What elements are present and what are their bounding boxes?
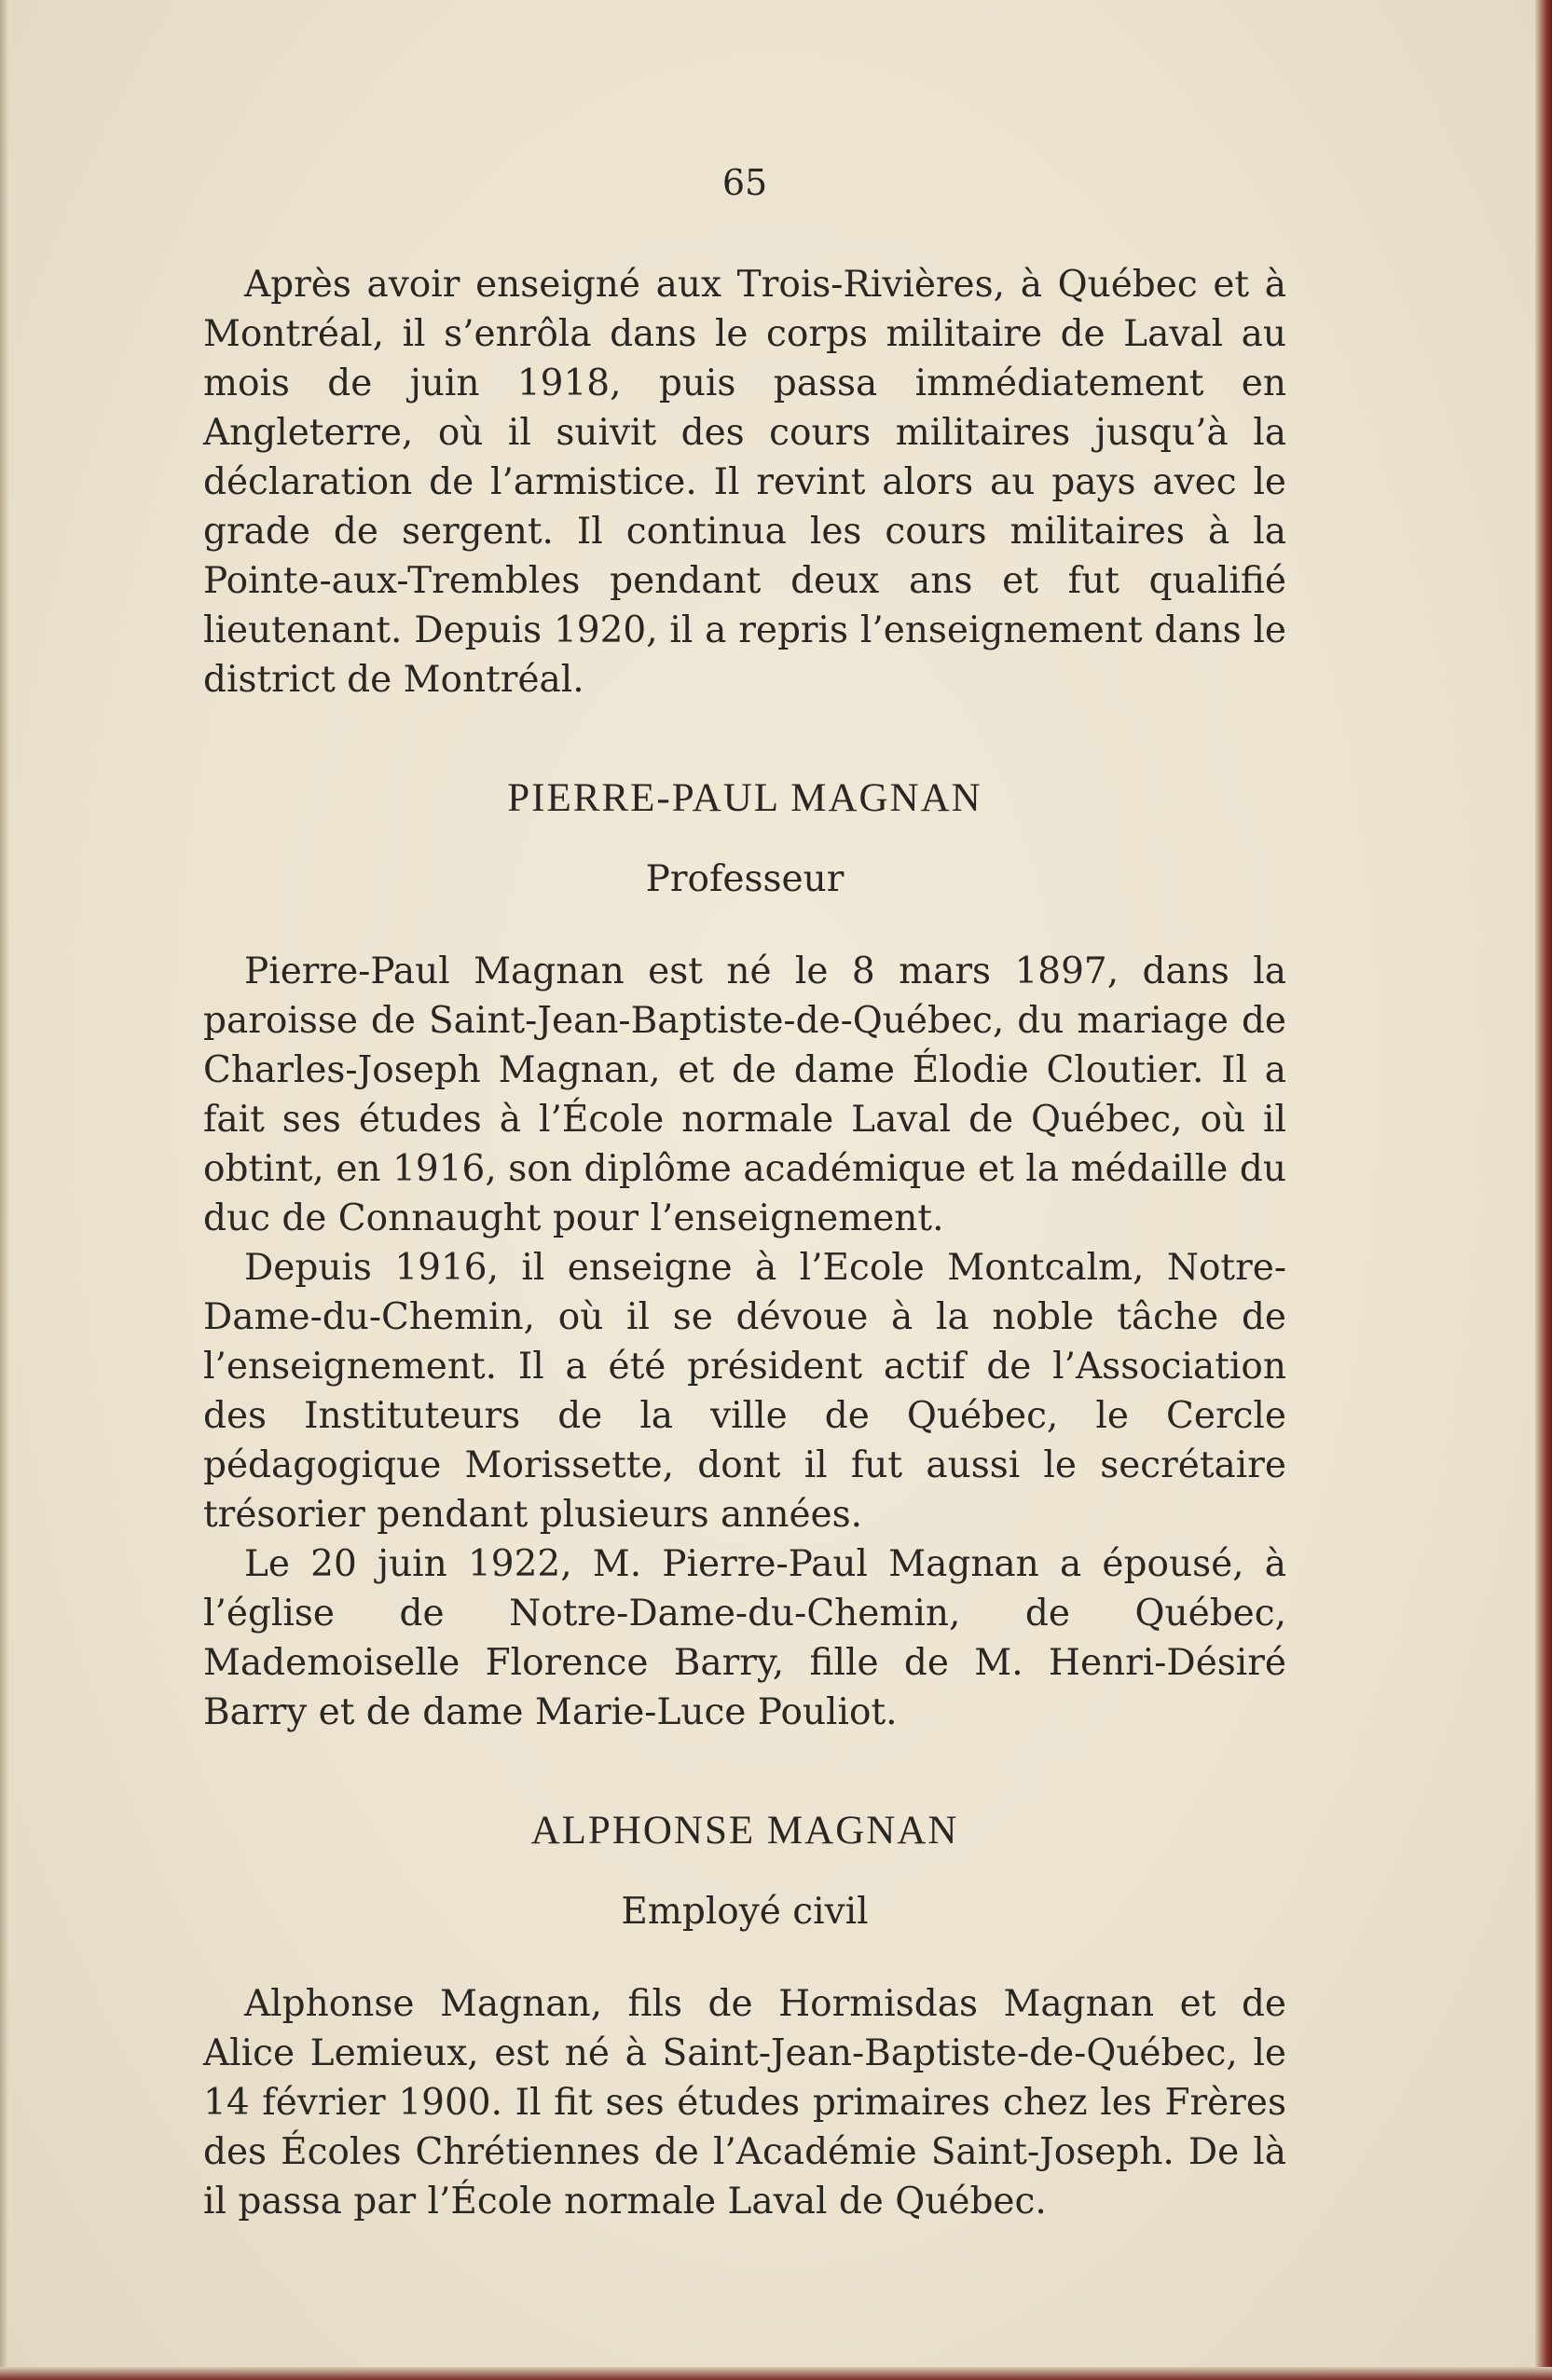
alphonse-paragraph-1: Alphonse Magnan, fils de Hormisdas Magnan et de Alice Lemieux, est né à Saint-Jean-Baptiste-de-Québec, le 14 février 1900. Il fit ses études primaires chez les Frères des Écoles Chrétiennes de l’Académie Saint-Joseph. De là il passa par l’École normale Laval de Québec.	[203, 1983, 1286, 2223]
intro-paragraph: Après avoir enseigné aux Trois-Rivières, à Québec et à Montréal, il s’enrôla dans le corps militaire de Laval au mois de juin 1918, puis passa immédiatement en Angleterre, où il suivit des cours militaires jusqu’à la déclaration de l’armistice. Il revint alors au pays avec le grade de sergent. Il continua les cours militaires à la Pointe-aux-Trembles pendant deux ans et fut qualifié lieutenant. Depuis 1920, il a repris l’enseignement dans le district de Montréal.	[203, 264, 1286, 701]
page-right-edge	[1535, 0, 1552, 2380]
section-heading-alphonse-magnan: ALPHONSE MAGNAN	[530, 1809, 959, 1853]
page-bottom-edge	[0, 2367, 1552, 2380]
section-heading-pierre-paul-magnan: PIERRE-PAUL MAGNAN	[507, 776, 982, 820]
section-role-pierre-paul-magnan: Professeur	[645, 858, 845, 900]
pierre-paul-paragraph-3: Le 20 juin 1922, M. Pierre-Paul Magnan a épousé, à l’église de Notre-Dame-du-Chemin, de Québec, Mademoiselle Florence Barry, fille de M. Henri-Désiré Barry et de dame Marie-Luce Pouliot.	[203, 1543, 1286, 1733]
pierre-paul-paragraph-1: Pierre-Paul Magnan est né le 8 mars 1897, dans la paroisse de Saint-Jean-Baptiste-de-Québec, du mariage de Charles-Joseph Magnan, et de dame Élodie Cloutier. Il a fait ses études à l’École normale Laval de Québec, où il obtint, en 1916, son diplôme académique et la médaille du duc de Connaught pour l’enseignement.	[203, 951, 1286, 1239]
page-content	[203, 158, 1286, 2226]
pierre-paul-paragraph-2: Depuis 1916, il enseigne à l’Ecole Montcalm, Notre-Dame-du-Chemin, où il se dévoue à la noble tâche de l’enseignement. Il a été président actif de l’Association des Instituteurs de la ville de Québec, le Cercle pédagogique Morissette, dont il fut aussi le secrétaire trésorier pendant plusieurs années.	[203, 1247, 1286, 1536]
section-role-alphonse-magnan: Employé civil	[621, 1891, 869, 1933]
page-number: 65	[721, 162, 768, 203]
page-left-edge	[0, 0, 9, 2380]
